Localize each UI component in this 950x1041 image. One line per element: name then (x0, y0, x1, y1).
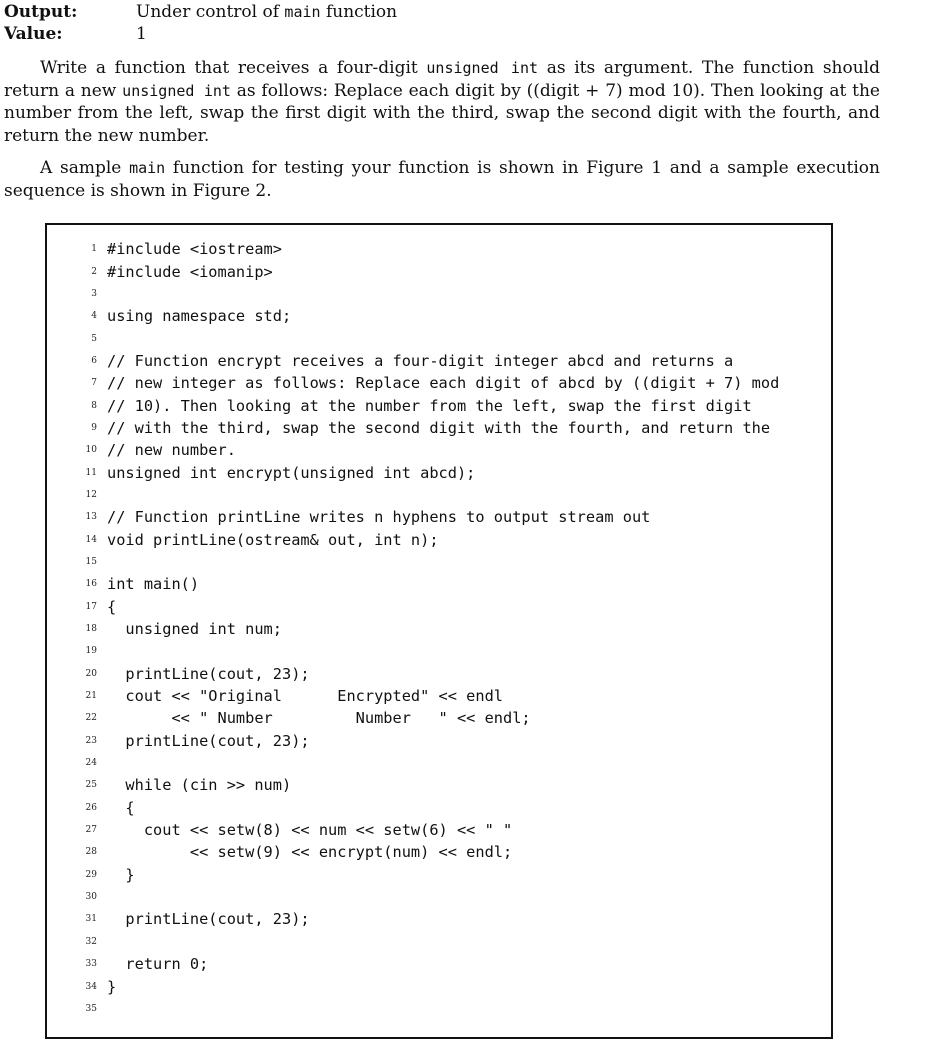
code-text: #include <iostream> (107, 240, 282, 259)
line-number: 23 (85, 735, 97, 746)
line-number: 31 (85, 914, 97, 925)
line-number: 24 (85, 758, 97, 769)
code-line (75, 506, 779, 528)
code-text: << setw(9) << encrypt(num) << endl; (107, 843, 513, 862)
line-number: 28 (85, 847, 97, 858)
code-text: #include <iomanip> (107, 262, 273, 281)
code-line (75, 461, 779, 483)
code-text: printLine(cout, 23); (107, 731, 310, 750)
code-text: while (cin >> num) (107, 776, 292, 795)
line-number: 33 (85, 959, 97, 970)
code-line (75, 372, 779, 394)
code-text: // new number. (107, 441, 236, 460)
code-text: } (107, 977, 117, 996)
code-text: << " Number Number " << endl; (107, 709, 531, 728)
code-line (75, 283, 779, 305)
code-text: void printLine(ostream& out, int n); (107, 530, 439, 549)
value-label: Value: (4, 24, 63, 44)
line-number: 34 (85, 981, 97, 992)
code-line (75, 864, 779, 886)
code-text: int main() (107, 575, 200, 594)
code-line (75, 998, 779, 1020)
code-line (75, 596, 779, 618)
line-number: 26 (85, 802, 97, 813)
line-number: 32 (85, 936, 97, 947)
line-number: 14 (85, 534, 97, 545)
line-number: 16 (85, 579, 97, 590)
code-text: // Function printLine writes n hyphens to output stream out (107, 508, 651, 527)
line-number: 17 (85, 601, 97, 612)
code-line (75, 931, 779, 953)
code-text: printLine(cout, 23); (107, 910, 310, 929)
code-line (75, 908, 779, 930)
code-line (75, 260, 779, 282)
line-number: 29 (85, 869, 97, 880)
code-line (75, 528, 779, 550)
code-line (75, 819, 779, 841)
code-line (75, 551, 779, 573)
output-row (4, 1, 397, 23)
code-text: unsigned int num; (107, 620, 282, 639)
line-number: 12 (85, 489, 97, 500)
line-number: 8 (91, 400, 97, 411)
code-line (75, 707, 779, 729)
code-line (75, 797, 779, 819)
code-line (75, 394, 779, 416)
line-number: 11 (85, 467, 97, 478)
line-number: 1 (91, 244, 97, 255)
output-label: Output: (4, 2, 78, 22)
line-number: 10 (85, 445, 97, 456)
code-line (75, 774, 779, 796)
code-line (75, 953, 779, 975)
code-line (75, 685, 779, 707)
code-text: { (107, 597, 117, 616)
line-number: 13 (85, 512, 97, 523)
code-text: // new integer as follows: Replace each digit of abcd by ((digit + 7) mod (107, 374, 780, 393)
code-line (75, 618, 779, 640)
line-number: 7 (91, 378, 97, 389)
line-number: 22 (85, 713, 97, 724)
code-line (75, 439, 779, 461)
header-meta (4, 1, 397, 45)
line-number: 9 (91, 422, 97, 433)
code-line (75, 886, 779, 908)
code-line (75, 417, 779, 439)
code-text: // Function encrypt receives a four-digit integer abcd and returns a (107, 351, 734, 370)
code-text: // with the third, swap the second digit with the fourth, and return the (107, 418, 771, 437)
code-line (75, 305, 779, 327)
line-number: 35 (85, 1003, 97, 1014)
value-value: 1 (136, 24, 147, 44)
code-line (75, 327, 779, 349)
line-number: 30 (85, 892, 97, 903)
code-line (75, 752, 779, 774)
code-text: unsigned int encrypt(unsigned int abcd); (107, 463, 476, 482)
code-text: printLine(cout, 23); (107, 664, 310, 683)
line-number: 27 (85, 825, 97, 836)
code-text: { (107, 798, 135, 817)
line-number: 6 (91, 355, 97, 366)
code-text: using namespace std; (107, 307, 292, 326)
code-listing (75, 238, 779, 1020)
sample-paragraph: A sample main function for testing your function is shown in Figure 1 and a sample execution sequence is shown in Figure 2. (4, 158, 880, 201)
line-number: 18 (85, 624, 97, 635)
line-number: 4 (91, 311, 97, 322)
line-number: 25 (85, 780, 97, 791)
line-number: 3 (91, 288, 97, 299)
line-number: 5 (91, 333, 97, 344)
value-row (4, 23, 397, 45)
line-number: 2 (91, 266, 97, 277)
code-text: return 0; (107, 955, 209, 974)
code-text: // 10). Then looking at the number from the left, swap the first digit (107, 396, 752, 415)
line-number: 19 (85, 646, 97, 657)
code-text: cout << "Original Encrypted" << endl (107, 687, 504, 706)
code-text: } (107, 865, 135, 884)
problem-paragraph: Write a function that receives a four-digit unsigned int as its argument. The function should return a new unsigned int as follows: Replace each digit by ((digit + 7) mod 10). Then looking at the number from the left, swap the first digit with the third, swap the second digit with the fourth, and return the new number. (4, 58, 880, 146)
code-line (75, 350, 779, 372)
code-line (75, 841, 779, 863)
code-line (75, 975, 779, 997)
line-number: 21 (85, 691, 97, 702)
code-line (75, 730, 779, 752)
code-line (75, 573, 779, 595)
code-figure (45, 223, 833, 1039)
code-line (75, 663, 779, 685)
code-text: cout << setw(8) << num << setw(6) << " " (107, 821, 513, 840)
code-line (75, 238, 779, 260)
output-value: Under control of main function (136, 2, 398, 22)
code-line (75, 484, 779, 506)
line-number: 15 (85, 556, 97, 567)
line-number: 20 (85, 668, 97, 679)
code-line (75, 640, 779, 662)
